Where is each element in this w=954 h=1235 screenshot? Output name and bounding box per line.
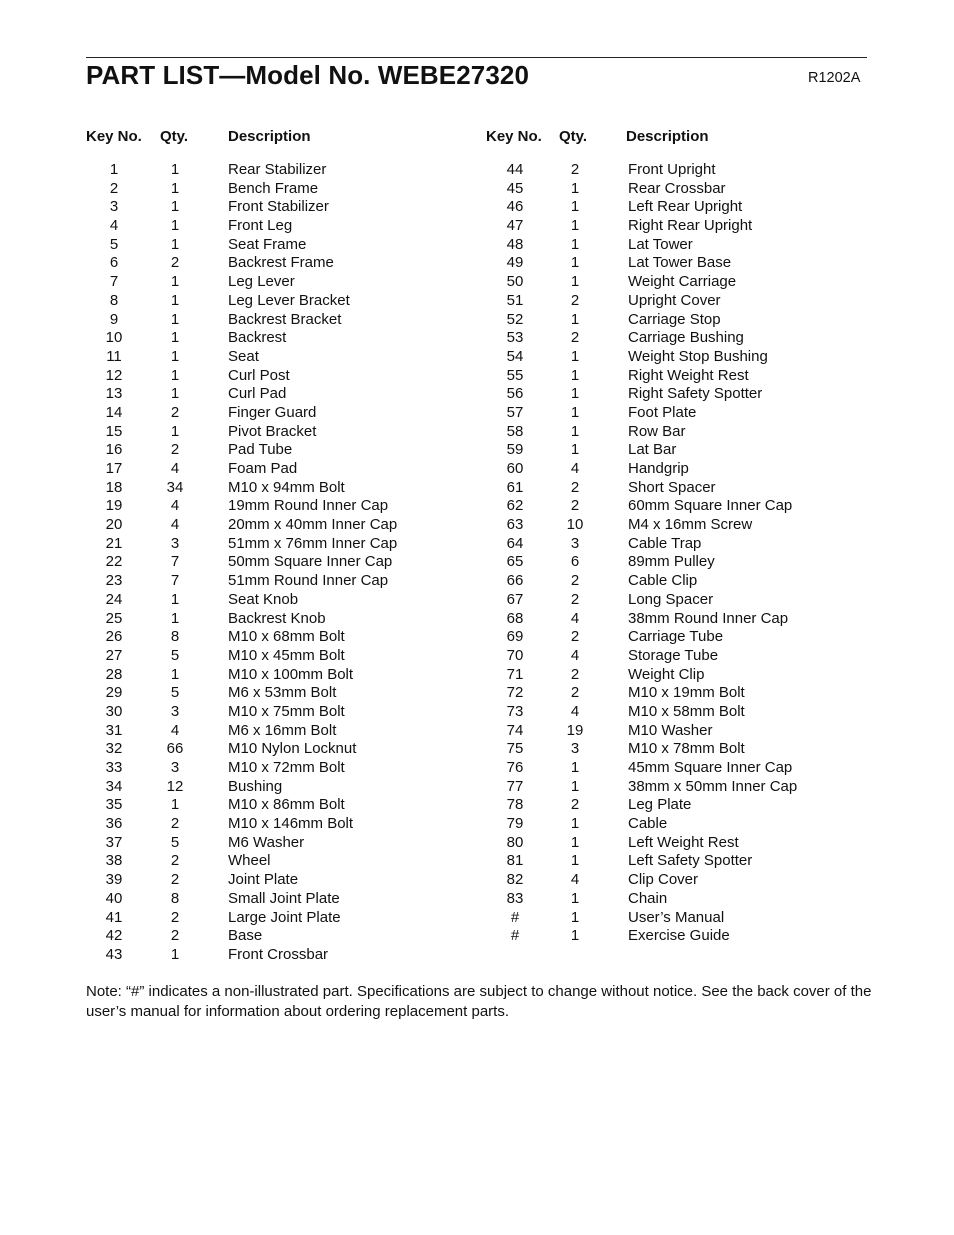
part-key-number: 78 <box>506 796 524 814</box>
part-description: Left Weight Rest <box>628 833 739 851</box>
part-key-number: 65 <box>506 553 524 571</box>
part-key-number: 13 <box>105 385 123 403</box>
part-description: M6 Washer <box>228 833 305 851</box>
part-key-number: 49 <box>506 254 524 272</box>
part-description: Front Upright <box>628 161 716 178</box>
part-key-number: 20 <box>105 516 123 534</box>
part-description: Seat Knob <box>228 590 299 608</box>
part-key-number: 72 <box>506 684 524 702</box>
part-key-number: 4 <box>109 217 119 235</box>
part-quantity: 2 <box>170 908 180 926</box>
part-quantity: 1 <box>570 273 580 291</box>
part-description: Bushing <box>228 777 283 795</box>
part-description: Long Spacer <box>628 590 714 608</box>
part-description: Lat Tower Base <box>628 254 732 272</box>
part-quantity: 2 <box>570 684 580 702</box>
part-quantity: 2 <box>570 478 580 496</box>
part-description: Exercise Guide <box>628 927 730 945</box>
part-key-number: 35 <box>105 796 123 814</box>
part-description: 60mm Square Inner Cap <box>628 497 793 515</box>
part-description: Pivot Bracket <box>228 422 317 440</box>
part-description: M10 Nylon Locknut <box>228 740 357 758</box>
part-quantity: 2 <box>570 161 580 178</box>
part-quantity: 1 <box>170 179 180 197</box>
part-description: Clip Cover <box>628 871 699 889</box>
part-key-number: 79 <box>506 815 524 833</box>
right-header-description: Description <box>626 128 709 145</box>
part-description: Lat Tower <box>628 235 693 253</box>
part-description: Curl Pad <box>228 385 287 403</box>
part-key-number: 16 <box>105 441 123 459</box>
part-description: Finger Guard <box>228 403 317 421</box>
part-key-number: 28 <box>105 665 123 683</box>
part-description: Carriage Stop <box>628 310 721 328</box>
part-key-number: 29 <box>105 684 123 702</box>
part-key-number: 51 <box>506 291 524 309</box>
part-key-number: 47 <box>506 217 524 235</box>
part-quantity: 2 <box>570 497 580 515</box>
part-description: Front Stabilizer <box>228 198 329 216</box>
part-description: 38mm Round Inner Cap <box>628 609 789 627</box>
part-description: Right Safety Spotter <box>628 385 763 403</box>
part-key-number: 32 <box>105 740 123 758</box>
part-description: Leg Plate <box>628 796 692 814</box>
part-quantity: 1 <box>570 217 580 235</box>
part-key-number: 3 <box>109 198 119 216</box>
part-quantity: 1 <box>170 235 180 253</box>
part-quantity: 2 <box>170 254 180 272</box>
part-key-number: 21 <box>105 534 123 552</box>
part-description: Left Safety Spotter <box>628 852 753 870</box>
part-description: M4 x 16mm Screw <box>628 516 753 534</box>
part-key-number: 18 <box>105 478 123 496</box>
part-description: Foot Plate <box>628 403 697 421</box>
part-key-number: 17 <box>105 460 123 477</box>
part-description: Bench Frame <box>228 179 319 197</box>
part-description: Chain <box>628 889 668 907</box>
part-description: Upright Cover <box>628 291 721 309</box>
part-quantity: 1 <box>570 759 580 776</box>
part-key-number: 73 <box>506 702 524 720</box>
part-quantity: 2 <box>570 628 580 646</box>
part-description: M10 x 45mm Bolt <box>228 646 345 664</box>
part-key-number: 12 <box>105 366 123 384</box>
part-key-number: 34 <box>105 777 123 795</box>
part-description: M10 x 86mm Bolt <box>228 796 345 814</box>
part-quantity: 1 <box>170 945 180 963</box>
part-key-number: 39 <box>105 871 123 889</box>
part-key-number: 43 <box>105 945 123 963</box>
part-key-number: 82 <box>506 871 524 889</box>
part-quantity: 3 <box>170 534 180 552</box>
part-key-number: 83 <box>506 889 524 907</box>
part-quantity: 66 <box>166 740 184 758</box>
part-description: Wheel <box>228 852 271 870</box>
part-description: Small Joint Plate <box>228 889 340 907</box>
part-quantity: 5 <box>170 684 180 702</box>
part-quantity: 5 <box>170 646 180 664</box>
part-key-number: 69 <box>506 628 524 646</box>
part-key-number: 1 <box>109 161 119 178</box>
part-quantity: 1 <box>170 329 180 347</box>
left-header-key: Key No. <box>86 128 142 145</box>
part-key-number: 50 <box>506 273 524 291</box>
part-quantity: 4 <box>570 702 580 720</box>
part-description: Right Rear Upright <box>628 217 753 235</box>
part-key-number: 30 <box>105 702 123 720</box>
part-description: Weight Stop Bushing <box>628 347 768 365</box>
part-key-number: 52 <box>506 310 524 328</box>
part-description: Seat <box>228 347 259 365</box>
part-description: Lat Bar <box>628 441 677 459</box>
part-key-number: 64 <box>506 534 524 552</box>
part-description: Pad Tube <box>228 441 293 459</box>
top-rule <box>86 57 867 58</box>
left-header-qty: Qty. <box>160 128 189 145</box>
part-description: M6 x 53mm Bolt <box>228 684 337 702</box>
part-quantity: 1 <box>570 403 580 421</box>
part-description: 45mm Square Inner Cap <box>628 759 793 776</box>
part-description: Weight Clip <box>628 665 705 683</box>
part-quantity: 1 <box>170 422 180 440</box>
part-quantity: 1 <box>170 590 180 608</box>
part-quantity: 1 <box>170 366 180 384</box>
part-quantity: 4 <box>570 646 580 664</box>
part-description: Cable Clip <box>628 572 698 590</box>
part-key-number: 15 <box>105 422 123 440</box>
part-quantity: 2 <box>570 291 580 309</box>
part-key-number: 7 <box>109 273 119 291</box>
part-quantity: 6 <box>570 553 580 571</box>
part-quantity: 2 <box>570 329 580 347</box>
part-description: Curl Post <box>228 366 290 384</box>
part-description: Backrest Knob <box>228 609 326 627</box>
part-description: Storage Tube <box>628 646 719 664</box>
part-key-number: 25 <box>105 609 123 627</box>
part-description: Weight Carriage <box>628 273 737 291</box>
part-description: M10 Washer <box>628 721 713 739</box>
part-description: Foam Pad <box>228 460 298 477</box>
part-quantity: 4 <box>570 460 580 477</box>
part-quantity: 2 <box>570 572 580 590</box>
part-description: Seat Frame <box>228 235 307 253</box>
part-quantity: 1 <box>170 796 180 814</box>
part-description: Handgrip <box>628 460 689 477</box>
part-description: Carriage Bushing <box>628 329 744 347</box>
part-quantity: 2 <box>570 665 580 683</box>
part-description: Cable <box>628 815 668 833</box>
part-key-number: 37 <box>105 833 123 851</box>
part-key-number: 61 <box>506 478 524 496</box>
part-key-number: 36 <box>105 815 123 833</box>
part-key-number: 71 <box>506 665 524 683</box>
part-key-number: 60 <box>506 460 524 477</box>
part-quantity: 4 <box>570 871 580 889</box>
part-quantity: 2 <box>570 590 580 608</box>
part-key-number: 6 <box>109 254 119 272</box>
part-key-number: 11 <box>106 347 122 365</box>
part-description: M10 x 19mm Bolt <box>628 684 745 702</box>
part-description: M10 x 72mm Bolt <box>228 759 345 776</box>
part-key-number: 14 <box>105 403 123 421</box>
part-key-number: 48 <box>506 235 524 253</box>
part-quantity: 1 <box>170 198 180 216</box>
part-key-number: # <box>510 927 520 945</box>
part-description: M10 x 94mm Bolt <box>228 478 345 496</box>
part-description: M10 x 68mm Bolt <box>228 628 345 646</box>
part-key-number: 68 <box>506 609 524 627</box>
part-key-number: 67 <box>506 590 524 608</box>
part-key-number: 8 <box>109 291 119 309</box>
part-quantity: 1 <box>170 609 180 627</box>
part-quantity: 2 <box>170 403 180 421</box>
part-quantity: 3 <box>170 702 180 720</box>
part-quantity: 2 <box>170 871 180 889</box>
part-key-number: 54 <box>506 347 524 365</box>
part-key-number: 57 <box>506 403 524 421</box>
part-description: 89mm Pulley <box>628 553 715 571</box>
part-description: Base <box>228 927 263 945</box>
part-quantity: 1 <box>570 179 580 197</box>
part-key-number: 75 <box>506 740 524 758</box>
part-description: M10 x 58mm Bolt <box>628 702 745 720</box>
part-key-number: 23 <box>105 572 123 590</box>
part-quantity: 1 <box>570 833 580 851</box>
part-description: Rear Crossbar <box>628 179 726 197</box>
part-quantity: 10 <box>566 516 584 534</box>
part-description: Backrest Bracket <box>228 310 342 328</box>
part-quantity: 2 <box>170 815 180 833</box>
part-key-number: 40 <box>105 889 123 907</box>
part-description: M10 x 78mm Bolt <box>628 740 745 758</box>
part-description: Joint Plate <box>228 871 299 889</box>
part-description: Carriage Tube <box>628 628 724 646</box>
part-key-number: 19 <box>105 497 123 515</box>
part-key-number: 55 <box>506 366 524 384</box>
part-quantity: 7 <box>170 553 180 571</box>
part-quantity: 1 <box>570 927 580 945</box>
part-description: M10 x 75mm Bolt <box>228 702 345 720</box>
part-key-number: 31 <box>105 721 123 739</box>
part-key-number: 5 <box>109 235 119 253</box>
part-quantity: 1 <box>570 198 580 216</box>
part-quantity: 8 <box>170 889 180 907</box>
part-key-number: 27 <box>105 646 123 664</box>
part-quantity: 1 <box>570 777 580 795</box>
part-description: Leg Lever <box>228 273 295 291</box>
part-key-number: 77 <box>506 777 524 795</box>
part-quantity: 1 <box>570 310 580 328</box>
part-key-number: 59 <box>506 441 524 459</box>
part-key-number: 76 <box>506 759 524 776</box>
footnote: Note: “#” indicates a non-illustrated part. Specifications are subject to change without notice. See the back cover of the user’s manual for information about ordering replacement parts. <box>86 983 872 1020</box>
part-quantity: 1 <box>570 815 580 833</box>
part-quantity: 1 <box>170 291 180 309</box>
part-quantity: 1 <box>570 366 580 384</box>
part-quantity: 3 <box>170 759 180 776</box>
part-key-number: 63 <box>506 516 524 534</box>
part-key-number: 70 <box>506 646 524 664</box>
part-key-number: 53 <box>506 329 524 347</box>
right-header-qty: Qty. <box>559 128 588 145</box>
part-quantity: 3 <box>570 534 580 552</box>
part-description: Rear Stabilizer <box>228 161 327 178</box>
part-description: 20mm x 40mm Inner Cap <box>228 516 398 534</box>
part-description: User’s Manual <box>628 908 725 926</box>
part-key-number: 9 <box>109 310 119 328</box>
part-quantity: 1 <box>170 385 180 403</box>
part-description: Row Bar <box>628 422 686 440</box>
part-quantity: 4 <box>570 609 580 627</box>
part-key-number: 24 <box>105 590 123 608</box>
part-quantity: 4 <box>170 516 180 534</box>
part-quantity: 2 <box>170 852 180 870</box>
part-quantity: 1 <box>570 908 580 926</box>
part-quantity: 1 <box>570 441 580 459</box>
part-key-number: 41 <box>105 908 123 926</box>
right-header-key: Key No. <box>486 128 542 145</box>
part-quantity: 1 <box>170 310 180 328</box>
part-key-number: 74 <box>506 721 524 739</box>
part-description: 19mm Round Inner Cap <box>228 497 389 515</box>
part-quantity: 4 <box>170 460 180 477</box>
part-quantity: 12 <box>166 777 184 795</box>
part-key-number: 10 <box>105 329 123 347</box>
document-code: R1202A <box>808 70 861 86</box>
part-quantity: 1 <box>170 347 180 365</box>
part-key-number: # <box>510 908 520 926</box>
part-quantity: 4 <box>170 497 180 515</box>
part-key-number: 45 <box>506 179 524 197</box>
part-description: M10 x 146mm Bolt <box>228 815 354 833</box>
part-quantity: 1 <box>170 665 180 683</box>
part-description: 51mm Round Inner Cap <box>228 572 389 590</box>
part-key-number: 81 <box>506 852 524 870</box>
part-key-number: 22 <box>105 553 123 571</box>
part-key-number: 42 <box>105 927 123 945</box>
part-quantity: 1 <box>570 889 580 907</box>
part-key-number: 62 <box>506 497 524 515</box>
part-description: M10 x 100mm Bolt <box>228 665 354 683</box>
part-quantity: 1 <box>170 273 180 291</box>
part-description: Backrest <box>228 329 287 347</box>
part-quantity: 34 <box>166 478 184 496</box>
part-quantity: 3 <box>570 740 580 758</box>
part-description: Right Weight Rest <box>628 366 749 384</box>
part-quantity: 7 <box>170 572 180 590</box>
part-description: Left Rear Upright <box>628 198 743 216</box>
part-key-number: 66 <box>506 572 524 590</box>
part-quantity: 1 <box>170 161 180 178</box>
part-key-number: 38 <box>105 852 123 870</box>
part-description: Backrest Frame <box>228 254 334 272</box>
part-description: Leg Lever Bracket <box>228 291 350 309</box>
part-description: M6 x 16mm Bolt <box>228 721 337 739</box>
part-quantity: 2 <box>170 927 180 945</box>
part-key-number: 80 <box>506 833 524 851</box>
part-description: 51mm x 76mm Inner Cap <box>228 534 398 552</box>
part-quantity: 1 <box>170 217 180 235</box>
part-description: Cable Trap <box>628 534 702 552</box>
part-description: 50mm Square Inner Cap <box>228 553 393 571</box>
part-quantity: 1 <box>570 347 580 365</box>
part-key-number: 44 <box>506 161 524 178</box>
part-description: Large Joint Plate <box>228 908 341 926</box>
part-key-number: 46 <box>506 198 524 216</box>
part-key-number: 2 <box>109 179 119 197</box>
part-quantity: 19 <box>566 721 584 739</box>
part-description: Short Spacer <box>628 478 716 496</box>
part-quantity: 1 <box>570 852 580 870</box>
part-description: Front Leg <box>228 217 293 235</box>
page-title: PART LIST—Model No. WEBE27320 <box>86 60 530 90</box>
part-description: 38mm x 50mm Inner Cap <box>628 777 798 795</box>
part-key-number: 58 <box>506 422 524 440</box>
part-key-number: 56 <box>506 385 524 403</box>
part-key-number: 33 <box>105 759 123 776</box>
part-quantity: 1 <box>570 254 580 272</box>
part-quantity: 5 <box>170 833 180 851</box>
part-quantity: 8 <box>170 628 180 646</box>
part-quantity: 1 <box>570 385 580 403</box>
part-quantity: 1 <box>570 235 580 253</box>
part-quantity: 1 <box>570 422 580 440</box>
part-key-number: 26 <box>105 628 123 646</box>
left-header-description: Description <box>228 128 311 145</box>
part-quantity: 2 <box>570 796 580 814</box>
part-quantity: 2 <box>170 441 180 459</box>
part-description: Front Crossbar <box>228 945 329 963</box>
part-quantity: 4 <box>170 721 180 739</box>
